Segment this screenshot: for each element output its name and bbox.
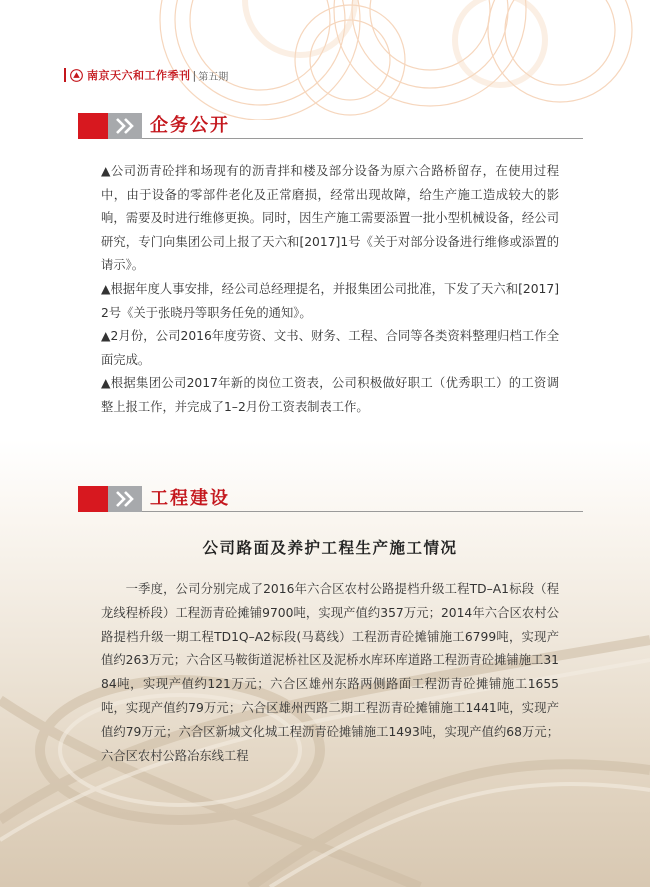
paragraph: ▲根据年度人事安排，经公司总经理提名，并报集团公司批准，下发了天六和[2017]2号《关于张晓丹等职务任免的通知》。 <box>101 281 559 320</box>
paragraph: ▲公司沥青砼拌和场现有的沥青拌和楼及部分设备为原六合路桥留存，在使用过程中，由于设备的零部件老化及正常磨损，经常出现故障，给生产施工造成较大的影响，需要及时进行维修更换。同时，因生产施工需要添置一批小型机械设备，经公司研究，专门向集团公司上报了天六和[2017]1号《关于对部分设备进行维修或添置的请示》。 <box>101 164 559 273</box>
paragraph: 一季度，公司分别完成了2016年六合区农村公路提档升级工程TD–A1标段（程龙线程桥段）工程沥青砼摊铺9700吨，实现产值约357万元；2014年六合区农村公路提档升级一期工程TD1Q–A2标段(马葛线）工程沥青砼摊铺施工6799吨，实现产值约263万元；六合区马鞍街道泥桥社区及泥桥水库环库道路工程沥青砼摊铺施工3184吨，实现产值约121万元；六合区雄州东路两侧路面工程沥青砼摊铺施工1655吨，实现产值约79万元；六合区雄州西路二期工程沥青砼摊铺施工1441吨，实现产值约79万元；六合区新城文化城工程沥青砼摊铺施工1493吨，实现产值约68万元；六合区农村公路冶东线工程 <box>101 582 559 763</box>
section-red-block <box>78 113 108 139</box>
section-header-engineering <box>78 486 583 512</box>
decorative-circles-pattern <box>0 0 650 120</box>
page-header <box>64 66 228 84</box>
article-subtitle: 公司路面及养护工程生产施工情况 <box>202 538 458 557</box>
section-divider <box>142 138 583 139</box>
header-accent-bar <box>64 68 66 82</box>
section-divider <box>142 511 583 512</box>
enterprise-affairs-body <box>101 160 559 420</box>
double-chevron-icon <box>111 486 139 512</box>
double-chevron-icon <box>111 113 139 139</box>
section-title: 工程建设 <box>150 488 230 509</box>
section-header-enterprise-affairs <box>78 113 583 139</box>
paragraph: ▲根据集团公司2017年新的岗位工资表，公司积极做好职工（优秀职工）的工资调整上报工作，并完成了1–2月份工资表制表工作。 <box>101 376 559 414</box>
publication-title: 南京天六和工作季刊 <box>87 69 191 82</box>
paragraph: ▲2月份，公司2016年度劳资、文书、财务、工程、合同等各类资料整理归档工作全面完成。 <box>101 329 559 367</box>
issue-number: 第五期 <box>198 71 229 83</box>
engineering-body <box>101 578 559 768</box>
section-red-block <box>78 486 108 512</box>
section-title: 企务公开 <box>150 115 230 136</box>
company-logo-icon <box>70 69 83 82</box>
header-separator: | <box>192 68 197 82</box>
